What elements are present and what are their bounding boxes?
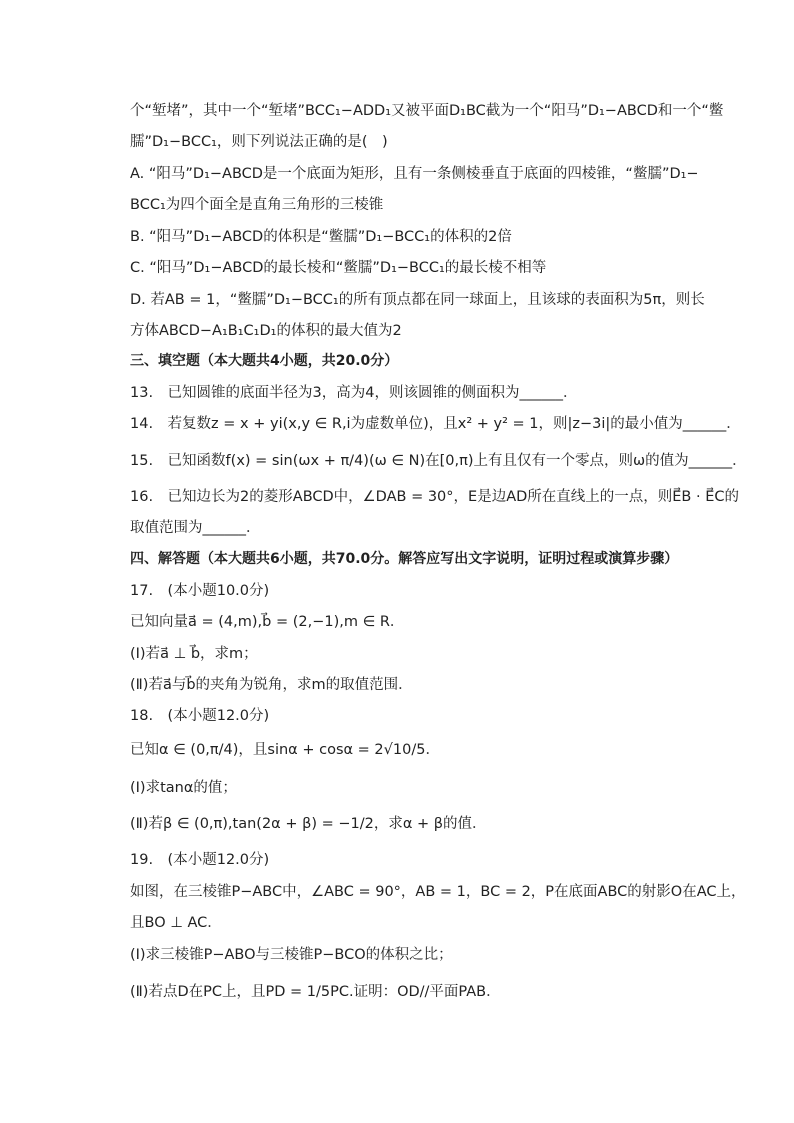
section-fill-in-heading: 三、填空题（本大题共4小题，共20.0分） (130, 353, 399, 369)
problem-17-header: 17. (本小题10.0分) (130, 583, 270, 599)
option-a-line-2: BCC₁为四个面全是直角三角形的三棱锥 (130, 197, 384, 213)
problem-18-statement: 已知α ∈ (0,π/4)，且sinα + cosα = 2√10/5． (130, 742, 440, 758)
problem-17-part-2: (Ⅱ)若a⃗与b⃗的夹角为锐角，求m的取值范围． (130, 677, 413, 693)
problem-19-part-2: (Ⅱ)若点D在PC上，且PD = 1/5PC.证明：OD//平面PAB． (130, 984, 501, 1000)
option-d-line-1: D. 若AB = 1，“鳖臑”D₁−BCC₁的所有顶点都在同一球面上，且该球的表面积为5π，则长 (130, 292, 705, 308)
problem-15: 15. 已知函数f(x) = sin(ωx + π/4)(ω ∈ N)在[0,π)上有且仅有一个零点，则ω的值为______． (130, 453, 747, 469)
problem-19-header: 19. (本小题12.0分) (130, 852, 270, 868)
problem-17-statement: 已知向量a⃗ = (4,m),b⃗ = (2,−1),m ∈ R． (130, 614, 405, 630)
problem-18-part-2: (Ⅱ)若β ∈ (0,π),tan(2α + β) = −1/2，求α + β的值． (130, 816, 487, 832)
problem-19-part-1: (Ⅰ)求三棱锥P−ABO与三棱锥P−BCO的体积之比； (130, 947, 453, 963)
section-solve-heading: 四、解答题（本大题共6小题，共70.0分。解答应写出文字说明，证明过程或演算步骤） (130, 551, 679, 567)
problem-13: 13. 已知圆锥的底面半径为3，高为4，则该圆锥的侧面积为______． (130, 385, 578, 401)
problem-19-statement-line-2: 且BO ⊥ AC． (130, 915, 222, 931)
problem-18-header: 18. (本小题12.0分) (130, 708, 270, 724)
problem-16-line-1: 16. 已知边长为2的菱形ABCD中，∠DAB = 30°，E是边AD所在直线上的一点，则E⃗B · E⃗C的 (130, 489, 739, 505)
problem-12-text-line-1: 个“堑堵”，其中一个“堑堵”BCC₁−ADD₁又被平面D₁BC截为一个“阳马”D₁−ABCD和一个“鳖 (130, 103, 724, 119)
problem-18-part-1: (Ⅰ)求tanα的值； (130, 780, 237, 796)
option-b: B. “阳马”D₁−ABCD的体积是“鳖臑”D₁−BCC₁的体积的2倍 (130, 229, 512, 245)
option-a-line-1: A. “阳马”D₁−ABCD是一个底面为矩形，且有一条侧棱垂直于底面的四棱锥，“鳖臑”D₁− (130, 166, 699, 182)
option-c: C. “阳马”D₁−ABCD的最长棱和“鳖臑”D₁−BCC₁的最长棱不相等 (130, 260, 547, 276)
problem-19-statement-line-1: 如图，在三棱锥P−ABC中，∠ABC = 90°，AB = 1，BC = 2，P在底面ABC的射影O在AC上， (130, 884, 746, 900)
problem-16-line-2: 取值范围为______． (130, 520, 261, 536)
problem-12-text-line-2: 臑”D₁−BCC₁，则下列说法正确的是( ) (130, 134, 388, 150)
option-d-line-2: 方体ABCD−A₁B₁C₁D₁的体积的最大值为2 (130, 323, 402, 339)
problem-14: 14. 若复数z = x + yi(x,y ∈ R,i为虚数单位)，且x² + y² = 1，则|z−3i|的最小值为______． (130, 416, 741, 432)
problem-17-part-1: (Ⅰ)若a⃗ ⊥ b⃗，求m； (130, 646, 258, 662)
